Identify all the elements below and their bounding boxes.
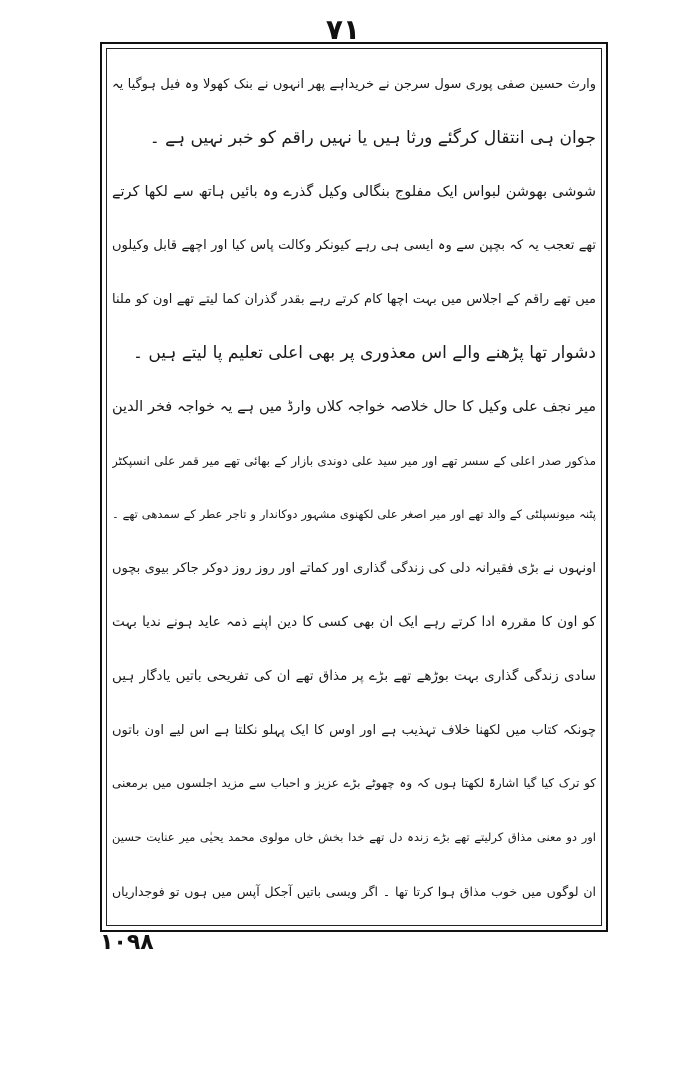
- text-line: سادی زندگی گذاری بہت بوڑھے تھے بڑے پر مذاق تھے ان کی تفریحی باتیں یادگار ہیں: [112, 667, 596, 684]
- footer-mark: ۱۰۹۸: [100, 930, 154, 955]
- text-line: میں تھے راقم کے اجلاس میں بہت اچھا کام کرتے رہے بقدر گذران کما لیتے تھے اون کو ملنا: [112, 292, 596, 308]
- text-line: شوشی بھوشن لبواس ایک مفلوج بنگالی وکیل گذرے وہ بائیں ہاتھ سے لکھا کرتے: [112, 183, 596, 200]
- text-line: دشوار تھا پڑھنے والے اس معذوری پر بھی اعلی تعلیم پا لیتے ہیں ۔: [132, 342, 596, 363]
- text-line: پٹنہ میونسپلٹی کے والد تھے اور میر اصغر علی لکھنوی مشہور دوکاندار و تاجر عطر کے سمدھی تھے ۔: [112, 507, 596, 522]
- text-line: [112, 919, 596, 920]
- text-line: چونکہ کتاب میں لکھنا خلاف تہذیب ہے اور اوس کا ایک پہلو نکلتا ہے اس لیے اون باتوں: [112, 722, 596, 738]
- text-line: مذکور صدر اعلی کے سسر تھے اور میر سید علی دوندی بازار کے بھائی تھے میر قمر علی انسپکٹر: [112, 453, 596, 468]
- text-line: کو اون کا مقررہ ادا کرتے رہے ایک ان بھی کسی کا دین اپنے ذمہ عاید ہونے ندیا بہت: [112, 613, 596, 630]
- text-line: جوان ہی انتقال کرگئے ورثا ہیں یا نہیں راقم کو خبر نہیں ہے ۔: [149, 127, 596, 148]
- text-line: وارث حسین صفی پوری سول سرجن نے خریداہے پھر انہوں نے بنک کھولا وہ فیل ہوگیا یہ: [112, 77, 596, 92]
- page-number: ۷۱: [325, 13, 361, 46]
- text-line: اونہوں نے بڑی فقیرانہ دلی کی زندگی گذاری اور کماتے اور روز روز دوکر جاکر بیوی بچوں: [112, 561, 596, 577]
- text-line: تھے تعجب یہ کہ بچپن سے وہ ایسی ہی رہے کیونکر وکالت پاس کیا اور اچھے قابل وکیلوں: [112, 238, 596, 254]
- text-line: اور دو معنی مذاق کرلیتے تھے بڑے زندہ دل تھے خدا بخش خاں مولوی محمد یحیٰی میر عنایت حسین: [112, 830, 596, 845]
- text-line: کو ترک کیا گیا اشارۃً لکھتا ہوں کہ وہ چھوٹے بڑے عزیز و احباب سے مزید اجلسوں میں برمعنی: [112, 776, 596, 791]
- text-body: [112, 58, 596, 920]
- text-line: ان لوگوں میں خوب مذاق ہوا کرتا تھا ۔ اگر ویسی باتیں آجکل آپس میں ہوں تو فوجداریاں: [112, 883, 596, 899]
- text-line: میر نجف علی وکیل کا حال خلاصہ خواجہ کلاں وارڈ میں ہے یہ خواجہ فخر الدین: [112, 398, 596, 415]
